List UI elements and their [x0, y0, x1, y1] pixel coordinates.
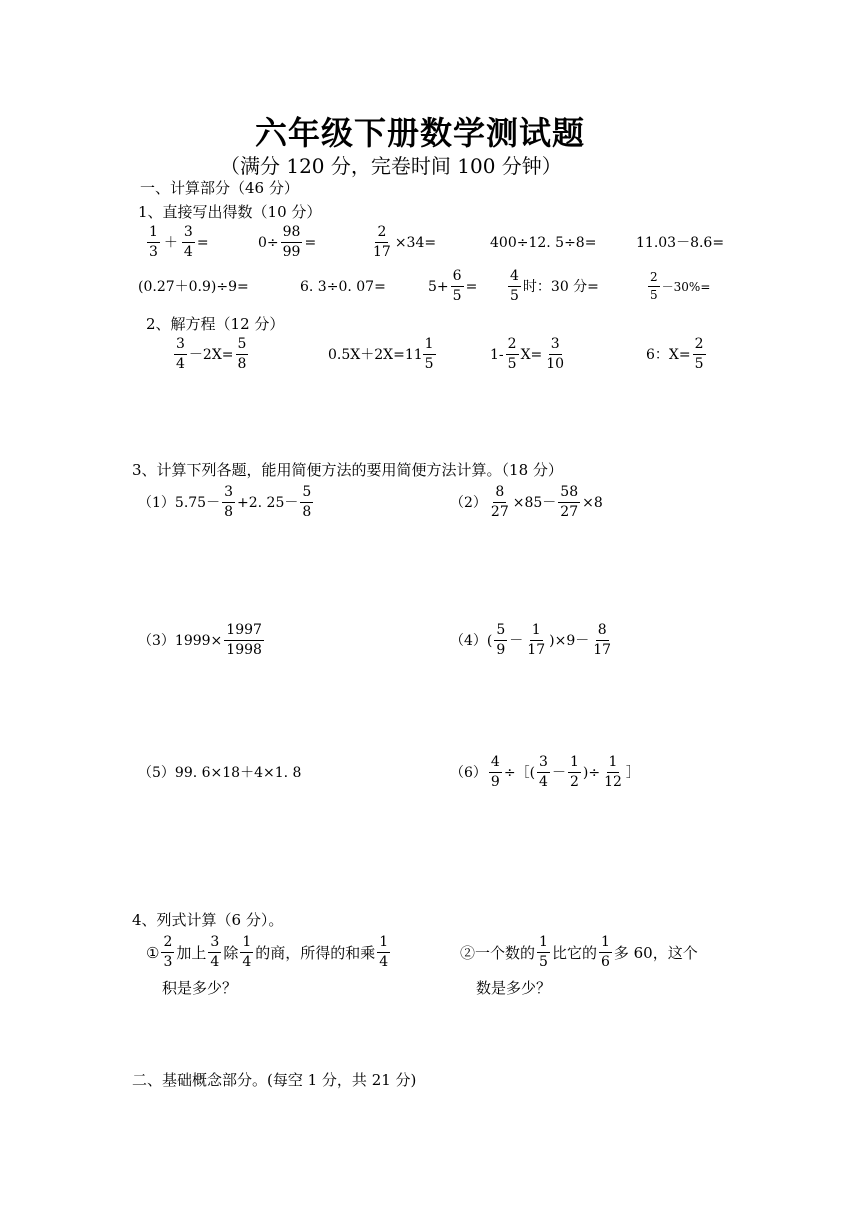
fraction: $\frac{5}{8}$ — [237, 336, 247, 372]
fraction: $\frac{1997}{1998}$ — [226, 622, 262, 658]
fraction: $\frac{3}{4}$ — [183, 224, 193, 260]
fraction: $\frac{98}{99}$ — [282, 224, 301, 260]
q1-item-5: 11.03－8.6= — [636, 235, 725, 251]
fraction: $\frac{3}{4}$ — [176, 336, 185, 372]
equation-4: 6：X= $\frac{2}{5}$ — [646, 336, 704, 372]
fraction: $\frac{1}{5}$ — [539, 934, 548, 970]
fraction: $\frac{5}{9}$ — [496, 622, 506, 658]
q1-item-9: $\frac{4}{5}$ 时：30 分= — [510, 268, 599, 304]
fraction: $\frac{8}{17}$ — [593, 622, 612, 658]
fraction: $\frac{1}{5}$ — [424, 336, 434, 372]
q1-item-4: 400÷12. 5÷8= — [490, 235, 597, 251]
q4-problem-1: ① $\frac{2}{3}$ 加上 $\frac{3}{4}$ 除 $\frac{1}{4}$ 的商，所得的和乘 $\frac{1}{4}$ — [146, 934, 389, 970]
fraction: $\frac{8}{27}$ — [490, 484, 509, 520]
fraction: $\frac{2}{5}$ — [650, 270, 658, 302]
q3-problem-3: （3）1999× $\frac{1997}{1998}$ — [138, 622, 262, 658]
q3-problem-1: （1）5.75－ $\frac{3}{8}$ +2. 25－ $\frac{5}{8}$ — [138, 484, 312, 520]
q3-problem-5: （5）99. 6×18＋4×1. 8 — [138, 765, 302, 781]
q2-heading: 2、解方程（12 分） — [146, 315, 285, 333]
q1-item-6: (0.27＋0.9)÷9= — [138, 279, 249, 295]
fraction: $\frac{4}{5}$ — [510, 268, 519, 304]
fraction: $\frac{1}{17}$ — [527, 622, 546, 658]
fraction: $\frac{3}{4}$ — [210, 934, 220, 970]
q3-heading: 3、计算下列各题，能用简便方法的要用简便方法计算。（18 分） — [132, 461, 563, 479]
page-subtitle: （满分 120 分，完卷时间 100 分钟） — [220, 154, 562, 178]
q4-heading: 4、列式计算（6 分）。 — [132, 911, 284, 929]
equation-3: 1- $\frac{2}{5}$ X= $\frac{3}{10}$ — [490, 336, 565, 372]
equation-1: $\frac{3}{4}$ －2X= $\frac{5}{8}$ — [176, 336, 247, 372]
equation-2: 0.5X＋2X=11 $\frac{1}{5}$ — [328, 336, 434, 372]
fraction: $\frac{1}{12}$ — [604, 754, 622, 790]
q1-item-7: 6. 3÷0. 07= — [300, 279, 386, 295]
q1-item-2: 0÷ $\frac{98}{99}$ = — [258, 224, 317, 260]
fraction: $\frac{2}{17}$ — [373, 224, 391, 260]
fraction: $\frac{1}{3}$ — [149, 224, 158, 260]
fraction: $\frac{1}{6}$ — [600, 934, 610, 970]
fraction: $\frac{58}{27}$ — [560, 484, 579, 520]
fraction: $\frac{3}{4}$ — [539, 754, 548, 790]
fraction: $\frac{5}{8}$ — [302, 484, 312, 520]
fraction: $\frac{1}{2}$ — [569, 754, 579, 790]
section-heading-calc: 一、计算部分（46 分） — [140, 179, 299, 197]
q3-problem-4: （4）( $\frac{5}{9}$ － $\frac{1}{17}$ )×9－ $\frac{8}{17}$ — [450, 622, 612, 658]
q1-item-1: $\frac{1}{3}$ ＋ $\frac{3}{4}$ = — [149, 224, 209, 260]
fraction: $\frac{6}{5}$ — [452, 268, 462, 304]
fraction: $\frac{2}{3}$ — [163, 934, 173, 970]
q1-item-8: 5+ $\frac{6}{5}$ = — [428, 268, 478, 304]
q1-item-3: $\frac{2}{17}$ ×34= — [373, 224, 437, 260]
q3-problem-2: （2） $\frac{8}{27}$ ×85－ $\frac{58}{27}$ ×8 — [450, 484, 603, 520]
section-heading-concepts: 二、基础概念部分。(每空 1 分，共 21 分) — [132, 1071, 417, 1089]
q1-heading: 1、直接写出得数（10 分） — [138, 203, 322, 221]
fraction: $\frac{4}{9}$ — [490, 754, 500, 790]
q1-item-10: $\frac{2}{5}$ －30%= — [650, 270, 711, 302]
fraction: $\frac{3}{8}$ — [224, 484, 234, 520]
q4-problem-2-cont: 数是多少？ — [476, 979, 552, 997]
page-title: 六年级下册数学测试题 — [255, 114, 586, 152]
fraction: $\frac{2}{5}$ — [507, 336, 517, 372]
fraction: $\frac{1}{4}$ — [379, 934, 389, 970]
fraction: $\frac{1}{4}$ — [242, 934, 252, 970]
q4-problem-1-cont: 积是多少？ — [162, 979, 238, 997]
fraction: $\frac{3}{10}$ — [546, 336, 565, 372]
q3-problem-6: （6） $\frac{4}{9}$ ÷［( $\frac{3}{4}$ － $\frac{1}{2}$ )÷ $\frac{1}{12}$ ］ — [450, 754, 640, 790]
q4-problem-2: ②一个数的 $\frac{1}{5}$ 比它的 $\frac{1}{6}$ 多 60，这个 — [460, 934, 698, 970]
fraction: $\frac{2}{5}$ — [694, 336, 704, 372]
